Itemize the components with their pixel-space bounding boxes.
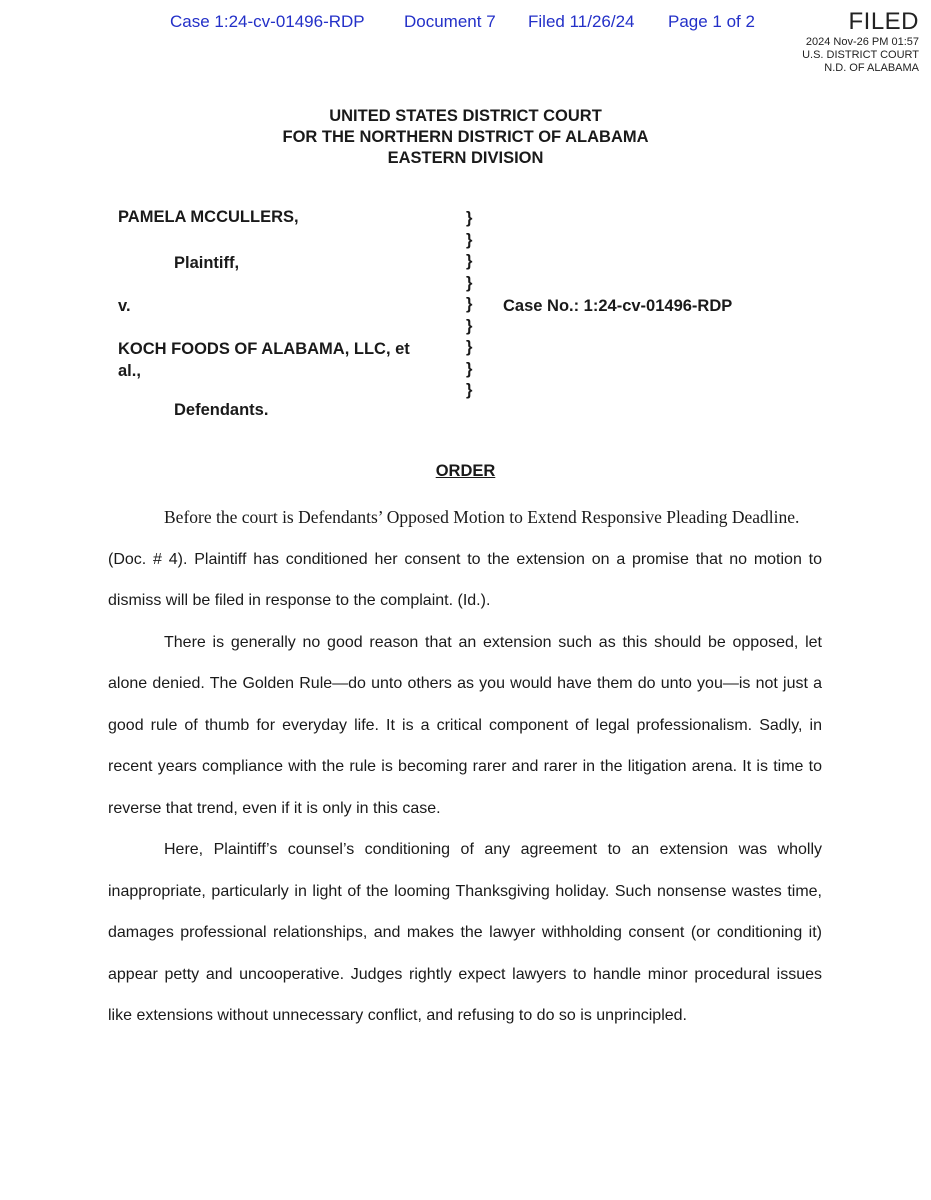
paragraph-3: Here, Plaintiff’s counsel’s conditioning of any agreement to an extension was wholly inappropriate, particularly in light of the looming Thanksgiving holiday. Such nonsense wastes time, damages professional relationships, and makes the lawyer withholding consent (or conditioning it) appear petty and uncooperative. Judges rightly expect lawyers to handle minor procedural issues like extensions without unnecessary conflict, and refusing to do so is unprincipled. xyxy=(108,841,822,1024)
ecf-header xyxy=(0,12,931,36)
plaintiff-name: PAMELA MCCULLERS, xyxy=(118,208,299,226)
caption-brace: } xyxy=(466,252,473,270)
court-heading-line1: UNITED STATES DISTRICT COURT xyxy=(329,107,602,125)
case-number-caption: Case No.: 1:24-cv-01496-RDP xyxy=(503,297,733,315)
filed-stamp-title: FILED xyxy=(848,8,919,35)
court-heading xyxy=(0,106,931,169)
defendant-label: Defendants. xyxy=(174,401,269,419)
versus: v. xyxy=(118,297,131,315)
paragraph-1-continued: (Doc. # 4). Plaintiff has conditioned her consent to the extension on a promise that no motion to dismiss will be filed in response to the complaint. (Id.). xyxy=(108,550,822,609)
court-heading-line3: EASTERN DIVISION xyxy=(387,149,544,167)
caption-brace: } xyxy=(466,273,473,292)
filed-stamp-court: U.S. DISTRICT COURT xyxy=(802,49,919,61)
caption-brace: } xyxy=(466,338,473,356)
document-number-header: Document 7 xyxy=(404,12,496,31)
page-count-header: Page 1 of 2 xyxy=(668,12,755,31)
court-heading-line2: FOR THE NORTHERN DISTRICT OF ALABAMA xyxy=(282,128,649,146)
plaintiff-label: Plaintiff, xyxy=(174,254,240,272)
caption-brace: } xyxy=(466,381,473,399)
defendant-name-line2: al., xyxy=(118,362,141,380)
order-title: ORDER xyxy=(435,462,496,480)
filed-date-header: Filed 11/26/24 xyxy=(528,12,635,31)
paragraph-2: There is generally no good reason that an extension such as this should be opposed, let alone denied. The Golden Rule—do unto others as you would have them do unto you—is not just a good rule of thumb for everyday life. It is a critical component of legal professionalism. Sadly, in recent years compliance with the rule is becoming rarer and rarer in the litigation arena. It is time to reverse that trend, even if it is only in this case. xyxy=(108,633,822,817)
order-body xyxy=(108,497,822,1037)
caption-braces xyxy=(466,208,480,402)
caption-brace: } xyxy=(466,209,473,227)
filed-stamp-district: N.D. OF ALABAMA xyxy=(824,62,919,74)
paragraph-1-lead: Before the court is Defendants’ Opposed Motion to Extend Responsive Pleading Deadline. xyxy=(164,507,800,527)
case-number-header: Case 1:24-cv-01496-RDP xyxy=(170,12,365,31)
caption-brace: } xyxy=(466,316,473,335)
filed-stamp xyxy=(802,8,919,75)
caption-brace: } xyxy=(466,359,473,378)
caption-brace: } xyxy=(466,230,473,249)
filed-stamp-date: 2024 Nov-26 PM 01:57 xyxy=(805,36,919,48)
defendant-name-line1: KOCH FOODS OF ALABAMA, LLC, et xyxy=(118,340,410,358)
caption-brace: } xyxy=(466,295,473,313)
